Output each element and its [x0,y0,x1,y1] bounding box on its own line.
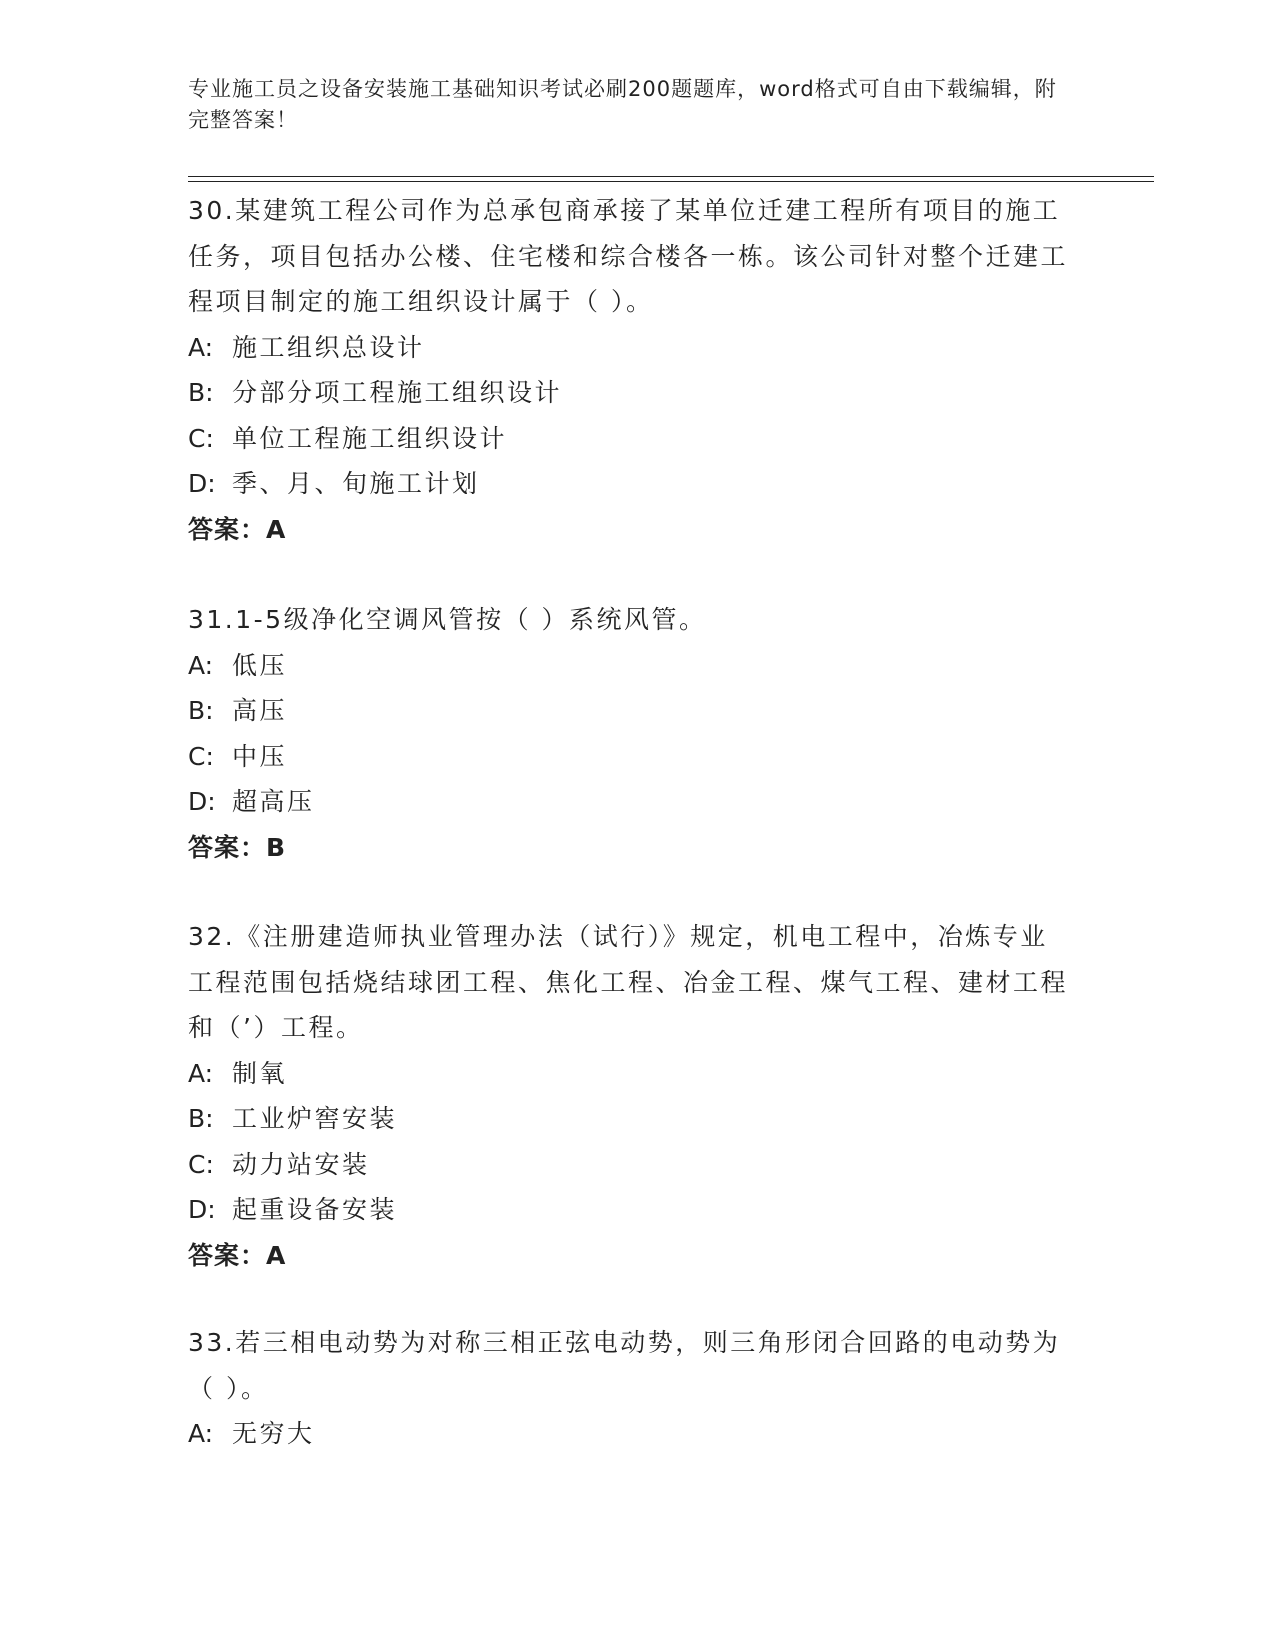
option-letter: C: [188,1149,214,1179]
question-stem: 33.若三相电动势为对称三相正弦电动势，则三角形闭合回路的电动势为（ ）。 [188,1328,1061,1403]
question-stem: 30.某建筑工程公司作为总承包商承接了某单位迁建工程所有项目的施工任务，项目包括办公楼、住宅楼和综合楼各一栋。该公司针对整个迁建工程项目制定的施工组织设计属于（ ）。 [188,196,1069,316]
option-b [188,370,1068,416]
answer-line: 答案：B [188,832,287,862]
question-stem: 31.1-5级净化空调风管按（ ）系统风管。 [188,605,707,634]
option-d [188,779,1068,825]
option-a [188,325,1068,371]
option-text: 季、月、旬施工计划 [232,469,480,498]
question-32 [188,914,1068,1278]
option-text: 无穷大 [232,1419,315,1448]
option-letter: B: [188,696,214,725]
option-c [188,416,1068,462]
option-a [188,1051,1068,1097]
option-text: 起重设备安装 [232,1195,398,1224]
option-text: 单位工程施工组织设计 [232,423,508,453]
option-text: 分部分项工程施工组织设计 [232,378,563,407]
question-31 [188,597,1068,870]
option-c [188,1142,1068,1188]
option-letter: A: [188,1058,214,1088]
header-divider-bottom [188,181,1154,182]
option-d [188,461,1068,507]
option-text: 工业炉窖安装 [232,1104,398,1133]
option-letter: D: [188,787,216,816]
option-text: 制氧 [232,1058,288,1088]
option-text: 超高压 [232,787,315,816]
option-letter: C: [188,741,214,771]
option-text: 施工组织总设计 [232,332,425,362]
option-text: 中压 [232,741,288,771]
option-text: 动力站安装 [232,1149,370,1179]
question-30 [188,188,1068,552]
option-text: 高压 [232,696,288,725]
option-letter: B: [188,378,214,407]
option-letter: C: [188,423,214,453]
option-d [188,1187,1068,1233]
option-letter: A: [188,650,214,680]
option-a [188,1411,1068,1457]
option-letter: A: [188,1419,214,1448]
document-header: 专业施工员之设备安装施工基础知识考试必刷200题题库，word格式可自由下载编辑，附完整答案！ [188,77,1057,132]
option-text: 低压 [232,650,288,680]
answer-line: 答案：A [188,1240,287,1270]
option-b [188,1096,1068,1142]
option-letter: D: [188,469,216,498]
option-b [188,688,1068,734]
option-c [188,734,1068,780]
header-divider-top [188,176,1154,177]
option-a [188,643,1068,689]
option-letter: A: [188,332,214,362]
question-33 [188,1320,1068,1457]
option-letter: D: [188,1195,216,1224]
option-letter: B: [188,1104,214,1133]
answer-line: 答案：A [188,514,287,544]
question-stem: 32.《注册建造师执业管理办法（试行）》规定，机电工程中，冶炼专业工程范围包括烧结球团工程、焦化工程、冶金工程、煤气工程、建材工程和（’）工程。 [188,922,1069,1042]
